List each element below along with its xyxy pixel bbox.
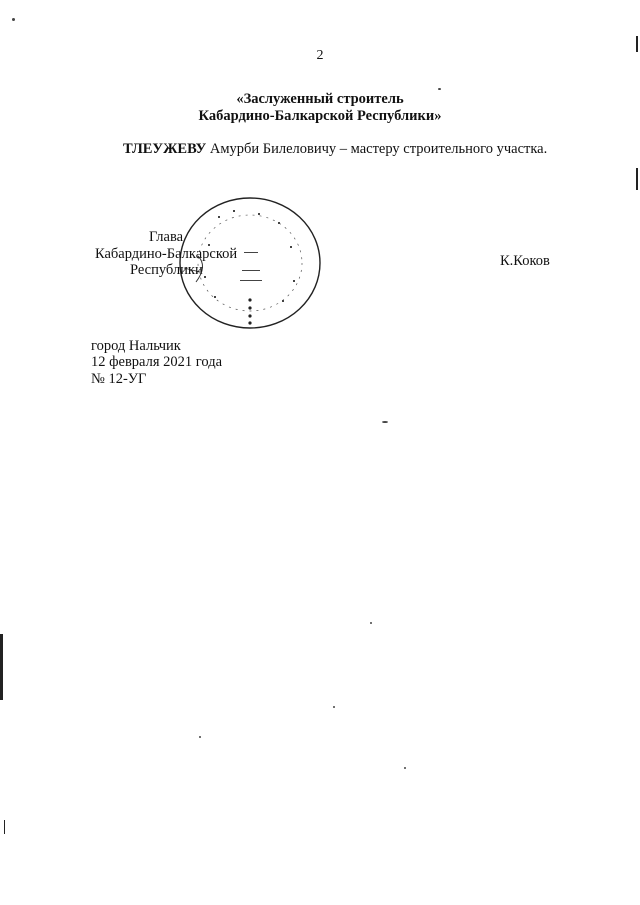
signatory-title-line-3: Республики xyxy=(130,262,203,278)
decree-number: № 12-УГ xyxy=(91,371,147,387)
recipient-surname: ТЛЕУЖЕВУ xyxy=(123,141,207,157)
issue-city: город Нальчик xyxy=(91,338,181,354)
issue-date: 12 февраля 2021 года xyxy=(91,354,223,370)
award-recipient-paragraph xyxy=(91,139,559,160)
scan-speck xyxy=(12,18,15,21)
scan-speck xyxy=(333,706,335,708)
scan-edge-mark xyxy=(636,36,638,52)
page-number: 2 xyxy=(316,48,324,63)
scan-speck xyxy=(382,421,388,423)
award-title-line-1: «Заслуженный строитель xyxy=(236,91,404,107)
scan-speck xyxy=(438,88,441,90)
scan-edge-mark xyxy=(0,634,3,700)
recipient-details: Амурби Билеловичу – мастеру строительного участка. xyxy=(206,141,548,157)
scan-speck xyxy=(370,622,372,624)
signatory-title-line-2: Кабардино-Балкарской xyxy=(95,246,238,262)
scan-edge-mark xyxy=(4,820,5,834)
signatory-title-line-1: Глава xyxy=(149,229,184,245)
scan-edge-mark xyxy=(636,168,638,190)
scan-speck xyxy=(404,767,406,769)
signatory-name: К.Коков xyxy=(500,253,550,269)
award-title-line-2: Кабардино-Балкарской Республики» xyxy=(198,108,442,124)
scan-speck xyxy=(199,736,201,738)
